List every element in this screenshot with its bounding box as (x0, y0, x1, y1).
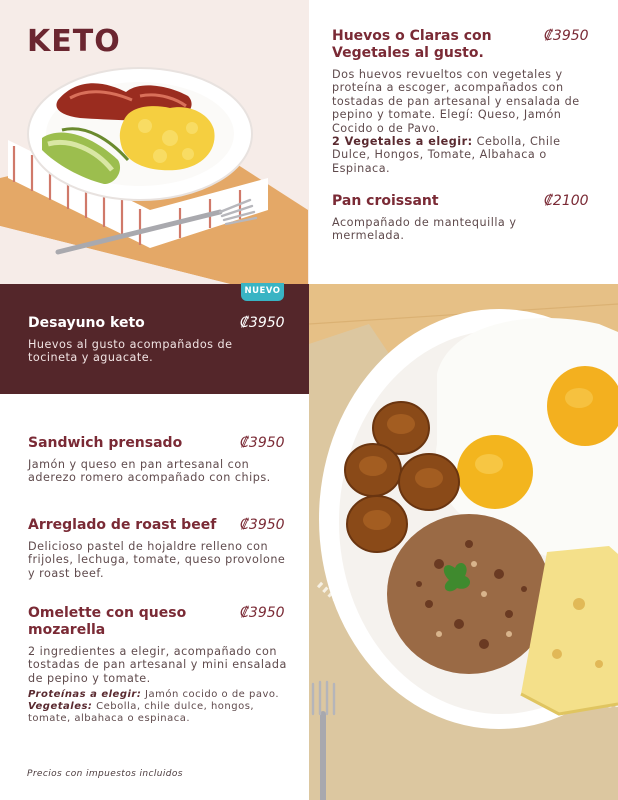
vegetables-label: 2 Vegetales a elegir: (332, 135, 473, 149)
item-price: ₡2100 (544, 193, 589, 209)
top-right-panel (309, 0, 618, 284)
item-price: ₡3950 (240, 315, 285, 331)
item-description: Acompañado de mantequilla y mermelada. (332, 216, 517, 243)
item-name: Huevos o Claras con Vegetales al gusto. (332, 28, 492, 61)
hero-left-panel (0, 0, 309, 284)
vegetables-text: Cebolla, chile dulce, hongos, tomate, albahaca o espinaca. (28, 701, 255, 725)
item-description: Huevos al gusto acompañados de tocineta y aguacate. (28, 338, 233, 365)
menu-item-omelette (28, 605, 290, 725)
item-description: Jamón y queso en pan artesanal con aderezo romero acompañado con chips. (28, 458, 271, 485)
menu-item-roast-beef (28, 517, 290, 580)
item-description: 2 ingredientes a elegir, acompañado con tostadas de pan artesanal y mini ensalada de pepino y tomate. (28, 645, 287, 685)
gallo-pinto-breakfast-image (309, 284, 618, 800)
item-price: ₡3950 (544, 28, 589, 44)
vegetables-text: Cebolla, Chile Dulce, Hongos, Tomate, Albahaca o Espinaca. (332, 135, 561, 175)
proteins-label: Proteínas a elegir: (28, 689, 142, 701)
item-name: Arreglado de roast beef (28, 517, 217, 533)
proteins-text: Jamón cocido o de pavo. (141, 689, 280, 701)
item-description: Delicioso pastel de hojaldre relleno con frijoles, lechuga, tomate, queso provolone y roast beef. (28, 540, 286, 580)
item-description (332, 68, 602, 175)
vegetables-label: Vegetales: (28, 701, 93, 713)
item-name: Desayuno keto (28, 315, 145, 331)
menu-item-pan-croissant (332, 193, 602, 243)
item-price: ₡3950 (240, 435, 285, 451)
keto-breakfast-image (0, 60, 309, 284)
menu-item-huevos (332, 28, 602, 175)
menu-item-desayuno-keto (28, 315, 288, 365)
item-price: ₡3950 (240, 517, 285, 533)
section-title: KETO (27, 24, 121, 59)
new-badge: NUEVO (241, 283, 284, 301)
item-name: Omelette con queso mozarella (28, 605, 187, 638)
tax-note: Precios con impuestos incluidos (27, 769, 183, 779)
item-name: Sandwich prensado (28, 435, 183, 451)
item-price: ₡3950 (240, 605, 285, 621)
item-name: Pan croissant (332, 193, 439, 209)
menu-item-sandwich-prensado (28, 435, 290, 485)
item-description-text: Dos huevos revueltos con vegetales y proteína a escoger, acompañados con tostadas de pan artesanal y ensalada de pepino y tomate. Elegí: Queso, Jamón Cocido o de Pavo. (332, 68, 580, 135)
item-options (28, 689, 290, 725)
